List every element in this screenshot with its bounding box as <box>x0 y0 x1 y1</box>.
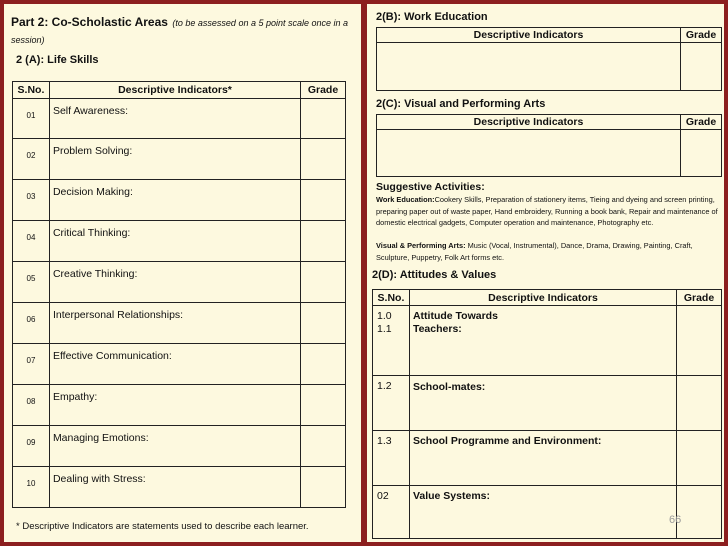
row-sno: 02 <box>373 486 410 539</box>
row-sno: 09 <box>13 426 50 467</box>
table-row <box>373 431 722 486</box>
part-heading <box>11 14 351 48</box>
col-header-grade: Grade <box>301 82 346 99</box>
table-row <box>13 99 346 139</box>
table-row <box>373 376 722 431</box>
table-row <box>373 486 722 539</box>
table-row <box>373 306 722 376</box>
row-sno: 1.3 <box>373 431 410 486</box>
table-row <box>13 221 346 262</box>
table-row <box>13 262 346 303</box>
grade-cell[interactable] <box>301 385 346 426</box>
row-label: Problem Solving: <box>49 139 300 180</box>
row-sno: 03 <box>13 180 50 221</box>
row-sno: 04 <box>13 221 50 262</box>
indicator-cell[interactable] <box>377 130 681 177</box>
row-label: Attitude Towards Teachers: <box>409 306 676 376</box>
table-row <box>13 467 346 508</box>
col-header-indicators: Descriptive Indicators <box>409 290 676 306</box>
grade-cell[interactable] <box>681 43 722 91</box>
row-label: Interpersonal Relationships: <box>49 303 300 344</box>
grade-cell[interactable] <box>677 431 722 486</box>
arts-activities <box>376 240 722 263</box>
row-sno: 1.0 1.1 <box>373 306 410 376</box>
table-row <box>13 385 346 426</box>
col-header-grade: Grade <box>677 290 722 306</box>
grade-cell[interactable] <box>677 486 722 539</box>
suggestive-title: Suggestive Activities: <box>376 181 485 193</box>
row-sno: 1.2 <box>373 376 410 431</box>
section-title-visual-arts: 2(C): Visual and Performing Arts <box>376 98 546 110</box>
col-header-sno: S.No. <box>373 290 410 306</box>
row-label: Effective Communication: <box>49 344 300 385</box>
row-sno: 07 <box>13 344 50 385</box>
grade-cell[interactable] <box>301 303 346 344</box>
table-row <box>13 426 346 467</box>
col-header-indicators: Descriptive Indicators* <box>49 82 300 99</box>
grade-cell[interactable] <box>301 221 346 262</box>
row-label: Critical Thinking: <box>49 221 300 262</box>
row-sno: 08 <box>13 385 50 426</box>
row-sno: 06 <box>13 303 50 344</box>
row-label: Managing Emotions: <box>49 426 300 467</box>
part-title: Part 2: Co-Scholastic Areas <box>11 15 168 29</box>
section-title-work-education: 2(B): Work Education <box>376 11 488 23</box>
col-header-sno: S.No. <box>13 82 50 99</box>
row-label: School Programme and Environment: <box>409 431 676 486</box>
work-activities <box>376 194 722 229</box>
arts-activities-text: Music (Vocal, Instrumental), Dance, Drama, Drawing, Painting, Craft, Sculpture, Puppetry, Folk Art forms etc. <box>376 241 693 262</box>
grade-cell[interactable] <box>681 130 722 177</box>
work-education-table <box>376 27 722 91</box>
attitudes-table <box>372 289 722 539</box>
grade-cell[interactable] <box>677 306 722 376</box>
part-note: (to be assessed on a 5 point scale once in a session) <box>11 18 349 45</box>
col-header-grade: Grade <box>681 115 722 130</box>
row-sno: 10 <box>13 467 50 508</box>
left-page <box>4 4 361 542</box>
table-row <box>13 180 346 221</box>
row-label: School-mates: <box>409 376 676 431</box>
page-number: 66 <box>669 514 682 526</box>
section-title-attitudes: 2(D): Attitudes & Values <box>372 269 497 281</box>
row-label: Value Systems: <box>409 486 676 539</box>
grade-cell[interactable] <box>301 262 346 303</box>
life-skills-table <box>12 81 346 508</box>
visual-arts-table <box>376 114 722 177</box>
grade-cell[interactable] <box>301 344 346 385</box>
row-label: Decision Making: <box>49 180 300 221</box>
row-sno: 05 <box>13 262 50 303</box>
row-label: Empathy: <box>49 385 300 426</box>
col-header-indicators: Descriptive Indicators <box>377 28 681 43</box>
table-row <box>13 139 346 180</box>
row-sno: 02 <box>13 139 50 180</box>
table-row <box>13 344 346 385</box>
footnote: * Descriptive Indicators are statements used to describe each learner. <box>16 521 309 532</box>
grade-cell[interactable] <box>301 99 346 139</box>
arts-activities-label: Visual & Performing Arts: <box>376 241 466 250</box>
indicator-cell[interactable] <box>377 43 681 91</box>
table-header-row <box>13 82 346 99</box>
section-title-life-skills: 2 (A): Life Skills <box>16 54 99 66</box>
work-activities-text: Cookery Skills, Preparation of stationery items, Tieing and dyeing and screen printing, preparing paper out of waste paper, Hand embroidery, Running a book bank, Repair and maintenance of domestic electrical gadgets, Computer operation and maintenance, Photography etc. <box>376 195 718 228</box>
grade-cell[interactable] <box>301 180 346 221</box>
col-header-indicators: Descriptive Indicators <box>377 115 681 130</box>
grade-cell[interactable] <box>301 467 346 508</box>
work-activities-label: Work Education: <box>376 195 435 204</box>
row-label: Dealing with Stress: <box>49 467 300 508</box>
col-header-grade: Grade <box>681 28 722 43</box>
grade-cell[interactable] <box>301 139 346 180</box>
row-label: Creative Thinking: <box>49 262 300 303</box>
row-label: Self Awareness: <box>49 99 300 139</box>
right-page <box>367 4 724 542</box>
grade-cell[interactable] <box>301 426 346 467</box>
table-row <box>13 303 346 344</box>
row-sno: 01 <box>13 99 50 139</box>
grade-cell[interactable] <box>677 376 722 431</box>
